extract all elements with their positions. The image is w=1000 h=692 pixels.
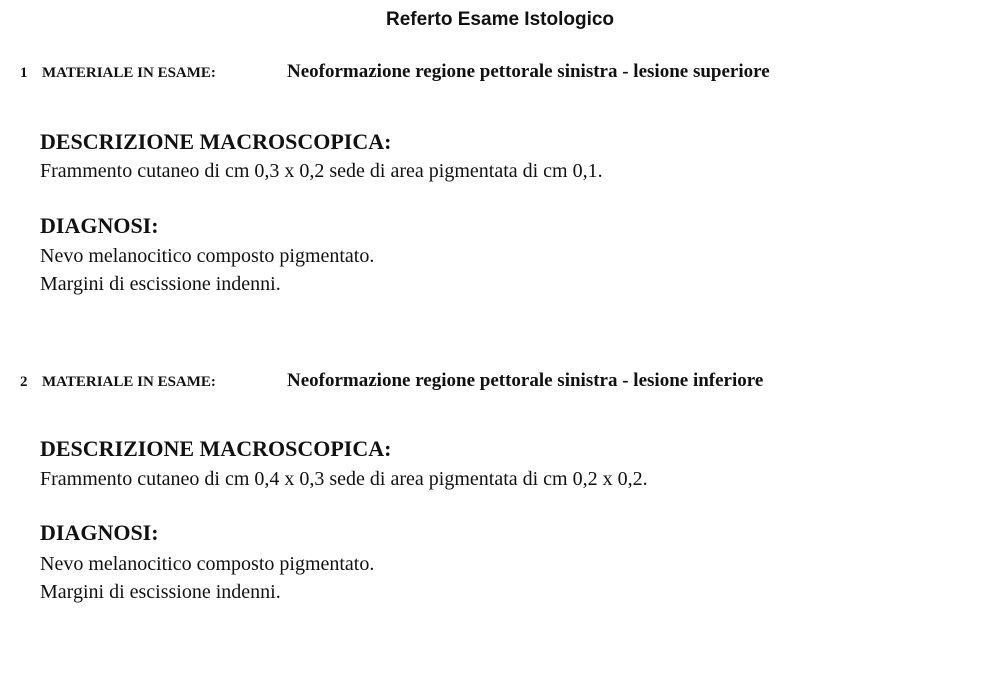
diagnosis-line: Nevo melanocitico composto pigmentato. xyxy=(40,245,375,267)
section-number: 1 xyxy=(20,65,28,81)
material-value: Neoformazione regione pettorale sinistra - lesione superiore xyxy=(287,61,770,82)
diagnosis-line: Nevo melanocitico composto pigmentato. xyxy=(40,553,375,575)
macro-text: Frammento cutaneo di cm 0,4 x 0,3 sede di area pigmentata di cm 0,2 x 0,2. xyxy=(40,468,648,490)
diagnosis-heading: DIAGNOSI: xyxy=(40,213,159,238)
diagnosis-line: Margini di escissione indenni. xyxy=(40,581,281,603)
diagnosis-line: Margini di escissione indenni. xyxy=(40,273,281,295)
material-row xyxy=(0,61,1000,85)
macro-text: Frammento cutaneo di cm 0,3 x 0,2 sede di area pigmentata di cm 0,1. xyxy=(40,160,603,182)
material-value: Neoformazione regione pettorale sinistra - lesione inferiore xyxy=(287,370,764,391)
material-row xyxy=(0,370,1000,394)
macro-heading: DESCRIZIONE MACROSCOPICA: xyxy=(40,129,392,154)
macro-heading: DESCRIZIONE MACROSCOPICA: xyxy=(40,436,392,461)
material-label: MATERIALE IN ESAME: xyxy=(42,374,216,390)
document-title: Referto Esame Istologico xyxy=(385,9,615,30)
material-label: MATERIALE IN ESAME: xyxy=(42,65,216,81)
diagnosis-heading: DIAGNOSI: xyxy=(40,520,159,545)
section-number: 2 xyxy=(20,374,28,390)
